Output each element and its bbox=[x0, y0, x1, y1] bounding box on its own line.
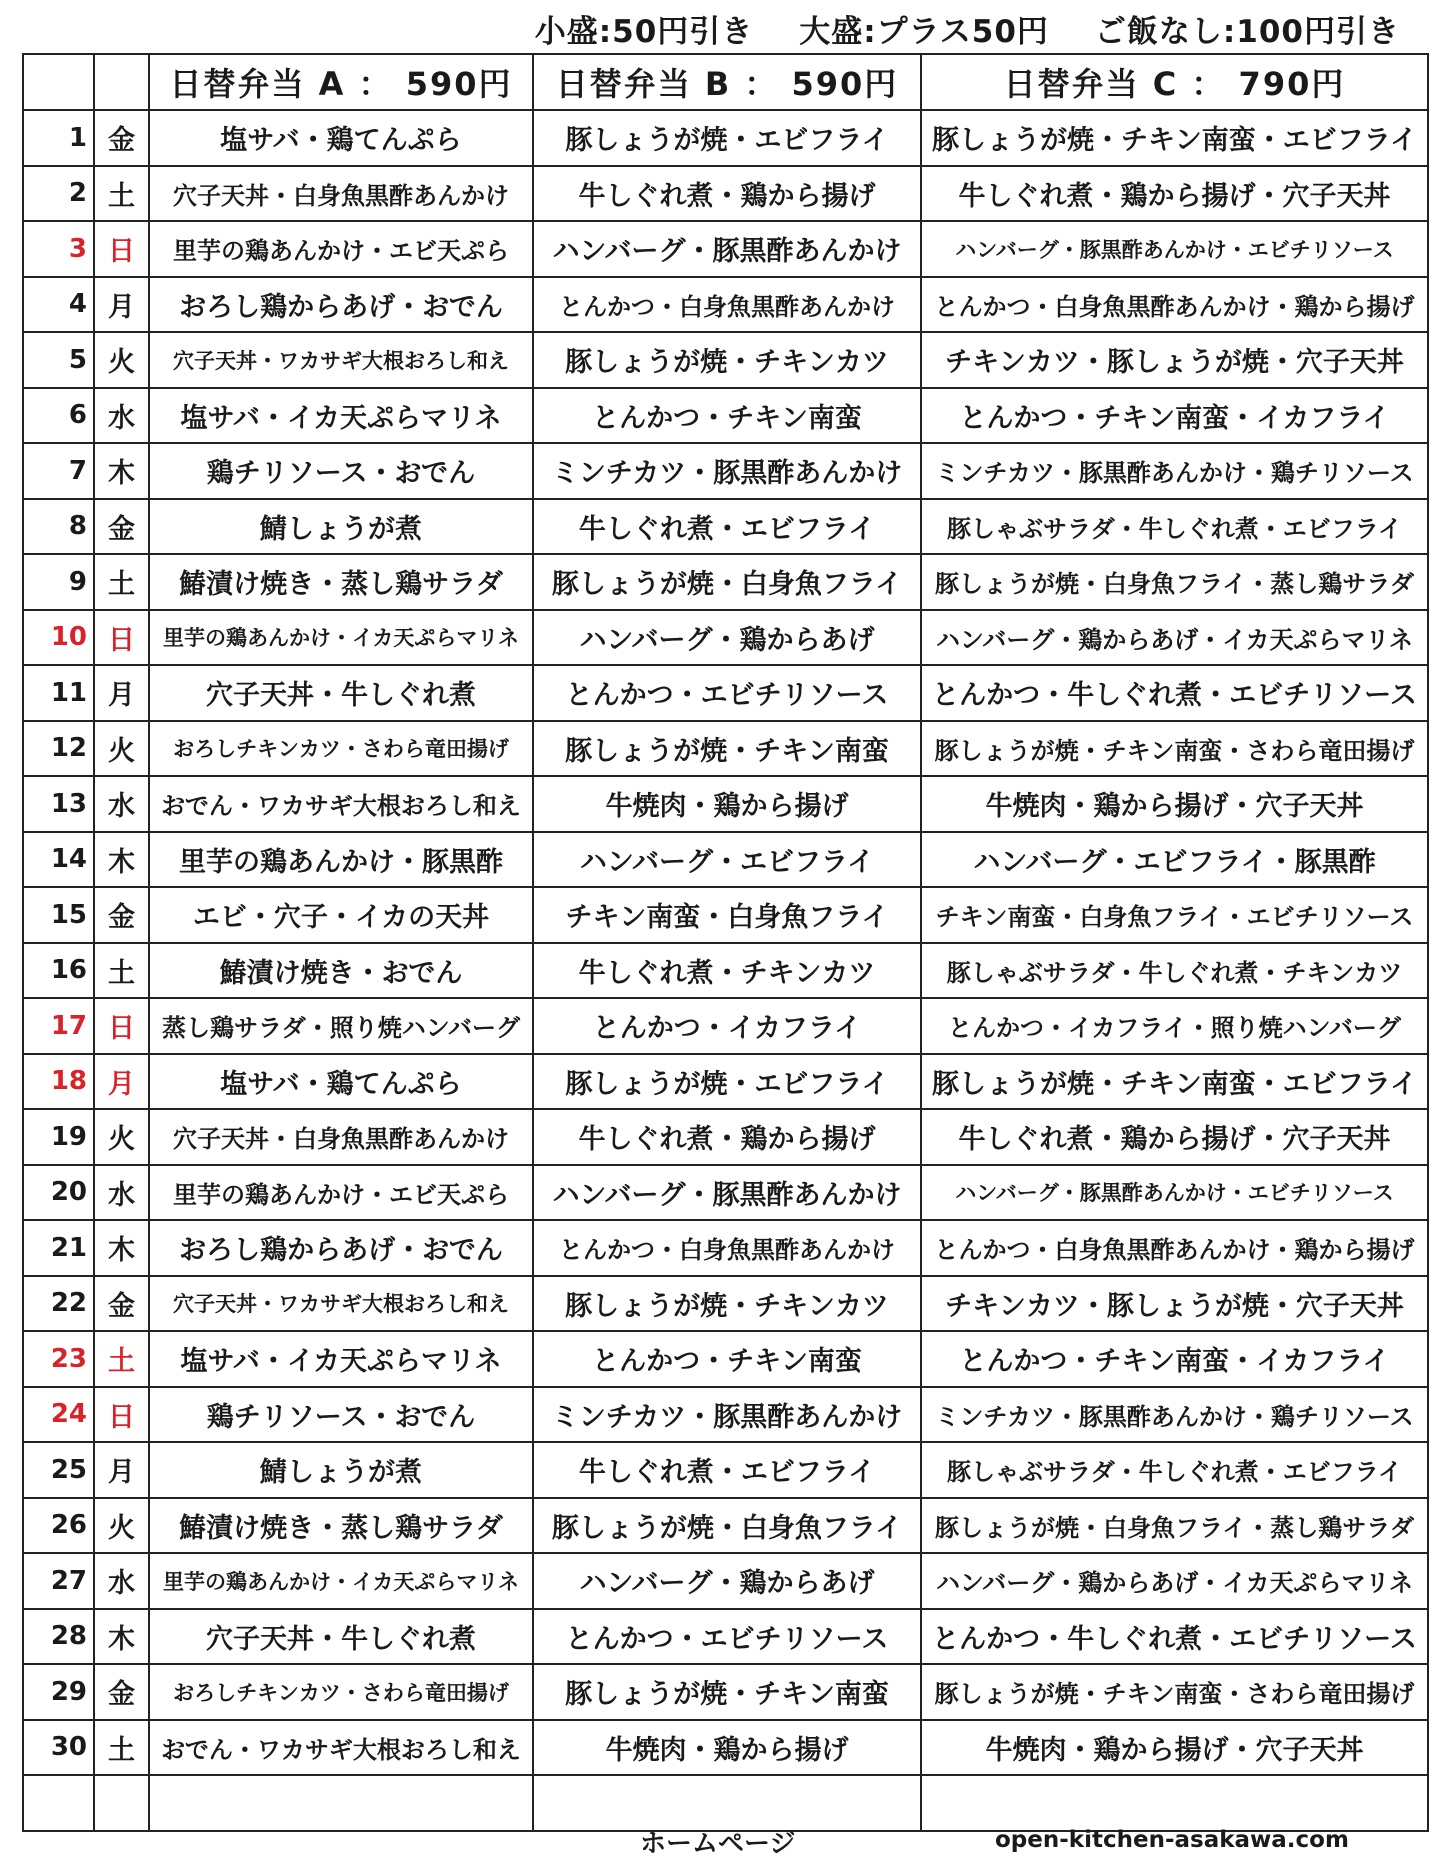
weekday: 金 bbox=[94, 499, 149, 555]
header-weekday bbox=[94, 54, 149, 110]
weekday: 木 bbox=[94, 443, 149, 499]
day-number: 10 bbox=[23, 610, 94, 666]
day-number: 4 bbox=[23, 277, 94, 333]
bento-a-dish: おでん・ワカサギ大根おろし和え bbox=[149, 1720, 533, 1776]
day-number: 20 bbox=[23, 1165, 94, 1221]
bento-b-dish: ハンバーグ・豚黒酢あんかけ bbox=[533, 221, 921, 277]
bento-b-dish: とんかつ・エビチリソース bbox=[533, 665, 921, 721]
table-row bbox=[23, 166, 1428, 222]
bento-a-dish: おろし鶏からあげ・おでん bbox=[149, 1220, 533, 1276]
weekday: 月 bbox=[94, 1054, 149, 1110]
weekday: 金 bbox=[94, 110, 149, 166]
day-number: 25 bbox=[23, 1442, 94, 1498]
day-number: 30 bbox=[23, 1720, 94, 1776]
bento-b-dish: 豚しょうが焼・チキン南蛮 bbox=[533, 1664, 921, 1720]
bento-a-dish: 里芋の鶏あんかけ・エビ天ぷら bbox=[149, 221, 533, 277]
table-row bbox=[23, 1387, 1428, 1443]
weekday: 月 bbox=[94, 277, 149, 333]
table-row bbox=[23, 1220, 1428, 1276]
bento-a-dish: 穴子天丼・牛しぐれ煮 bbox=[149, 1609, 533, 1665]
table-row bbox=[23, 221, 1428, 277]
homepage-url[interactable]: open-kitchen-asakawa.com bbox=[995, 1827, 1349, 1853]
bento-b-dish: とんかつ・チキン南蛮 bbox=[533, 388, 921, 444]
bento-a-dish: 穴子天丼・牛しぐれ煮 bbox=[149, 665, 533, 721]
bento-c-dish: とんかつ・牛しぐれ煮・エビチリソース bbox=[921, 1609, 1428, 1665]
weekday: 土 bbox=[94, 1720, 149, 1776]
day-number: 9 bbox=[23, 554, 94, 610]
weekday: 日 bbox=[94, 221, 149, 277]
bento-a-dish: 穴子天丼・ワカサギ大根おろし和え bbox=[149, 1276, 533, 1332]
bento-b-dish: とんかつ・白身魚黒酢あんかけ bbox=[533, 1220, 921, 1276]
table-row bbox=[23, 277, 1428, 333]
table-row bbox=[23, 1331, 1428, 1387]
bento-c-dish: ハンバーグ・豚黒酢あんかけ・エビチリソース bbox=[921, 221, 1428, 277]
bento-b-dish: チキン南蛮・白身魚フライ bbox=[533, 887, 921, 943]
empty-cell bbox=[149, 1775, 533, 1831]
bento-a-dish: 塩サバ・鶏てんぷら bbox=[149, 110, 533, 166]
day-number: 21 bbox=[23, 1220, 94, 1276]
daily-bento-menu-table bbox=[22, 53, 1429, 1832]
bento-b-dish: 豚しょうが焼・白身魚フライ bbox=[533, 554, 921, 610]
bento-c-dish: 牛焼肉・鶏から揚げ・穴子天丼 bbox=[921, 776, 1428, 832]
bento-b-dish: 牛焼肉・鶏から揚げ bbox=[533, 1720, 921, 1776]
table-row bbox=[23, 110, 1428, 166]
bento-a-dish: 塩サバ・イカ天ぷらマリネ bbox=[149, 388, 533, 444]
bento-c-dish: 牛焼肉・鶏から揚げ・穴子天丼 bbox=[921, 1720, 1428, 1776]
weekday: 土 bbox=[94, 166, 149, 222]
table-row bbox=[23, 1553, 1428, 1609]
weekday: 月 bbox=[94, 665, 149, 721]
header-bento-a: 日替弁当 A ： 590円 bbox=[149, 54, 533, 110]
table-row bbox=[23, 998, 1428, 1054]
table-row bbox=[23, 943, 1428, 999]
table-row bbox=[23, 554, 1428, 610]
table-row bbox=[23, 721, 1428, 777]
weekday: 木 bbox=[94, 1220, 149, 1276]
bento-b-dish: ハンバーグ・鶏からあげ bbox=[533, 1553, 921, 1609]
bento-a-dish: 鰆漬け焼き・蒸し鶏サラダ bbox=[149, 554, 533, 610]
bento-c-dish: チキンカツ・豚しょうが焼・穴子天丼 bbox=[921, 332, 1428, 388]
header-bento-b: 日替弁当 B ： 590円 bbox=[533, 54, 921, 110]
table-row bbox=[23, 1109, 1428, 1165]
day-number: 1 bbox=[23, 110, 94, 166]
table-row bbox=[23, 1720, 1428, 1776]
weekday: 火 bbox=[94, 1498, 149, 1554]
bento-b-dish: ミンチカツ・豚黒酢あんかけ bbox=[533, 443, 921, 499]
bento-b-dish: 牛しぐれ煮・鶏から揚げ bbox=[533, 1109, 921, 1165]
table-row bbox=[23, 1609, 1428, 1665]
bento-b-dish: 牛焼肉・鶏から揚げ bbox=[533, 776, 921, 832]
table-row bbox=[23, 1054, 1428, 1110]
bento-a-dish: 鯖しょうが煮 bbox=[149, 1442, 533, 1498]
day-number: 22 bbox=[23, 1276, 94, 1332]
bento-b-dish: 豚しょうが焼・白身魚フライ bbox=[533, 1498, 921, 1554]
table-row bbox=[23, 1442, 1428, 1498]
bento-c-dish: 豚しゃぶサラダ・牛しぐれ煮・エビフライ bbox=[921, 1442, 1428, 1498]
bento-c-dish: 豚しょうが焼・チキン南蛮・エビフライ bbox=[921, 110, 1428, 166]
table-row bbox=[23, 499, 1428, 555]
bento-b-dish: 牛しぐれ煮・鶏から揚げ bbox=[533, 166, 921, 222]
weekday: 土 bbox=[94, 943, 149, 999]
weekday: 日 bbox=[94, 1387, 149, 1443]
bento-c-dish: とんかつ・イカフライ・照り焼ハンバーグ bbox=[921, 998, 1428, 1054]
bento-a-dish: おろしチキンカツ・さわら竜田揚げ bbox=[149, 1664, 533, 1720]
weekday: 水 bbox=[94, 388, 149, 444]
bento-c-dish: 牛しぐれ煮・鶏から揚げ・穴子天丼 bbox=[921, 1109, 1428, 1165]
day-number: 15 bbox=[23, 887, 94, 943]
weekday: 木 bbox=[94, 832, 149, 888]
table-row bbox=[23, 1664, 1428, 1720]
weekday: 日 bbox=[94, 998, 149, 1054]
bento-a-dish: 穴子天丼・ワカサギ大根おろし和え bbox=[149, 332, 533, 388]
bento-b-dish: ハンバーグ・エビフライ bbox=[533, 832, 921, 888]
header-row bbox=[23, 54, 1428, 110]
day-number: 29 bbox=[23, 1664, 94, 1720]
day-number: 14 bbox=[23, 832, 94, 888]
day-number: 6 bbox=[23, 388, 94, 444]
bento-b-dish: ハンバーグ・豚黒酢あんかけ bbox=[533, 1165, 921, 1221]
day-number: 16 bbox=[23, 943, 94, 999]
bento-a-dish: 鯖しょうが煮 bbox=[149, 499, 533, 555]
bento-a-dish: 穴子天丼・白身魚黒酢あんかけ bbox=[149, 166, 533, 222]
bento-b-dish: ハンバーグ・鶏からあげ bbox=[533, 610, 921, 666]
table-row bbox=[23, 1276, 1428, 1332]
empty-cell bbox=[921, 1775, 1428, 1831]
bento-a-dish: 里芋の鶏あんかけ・豚黒酢 bbox=[149, 832, 533, 888]
bento-c-dish: ミンチカツ・豚黒酢あんかけ・鶏チリソース bbox=[921, 443, 1428, 499]
menu-body bbox=[23, 110, 1428, 1831]
bento-b-dish: 豚しょうが焼・チキン南蛮 bbox=[533, 721, 921, 777]
day-number: 18 bbox=[23, 1054, 94, 1110]
bento-a-dish: 塩サバ・イカ天ぷらマリネ bbox=[149, 1331, 533, 1387]
day-number: 19 bbox=[23, 1109, 94, 1165]
day-number: 17 bbox=[23, 998, 94, 1054]
bento-c-dish: とんかつ・白身魚黒酢あんかけ・鶏から揚げ bbox=[921, 1220, 1428, 1276]
bento-b-dish: 豚しょうが焼・チキンカツ bbox=[533, 1276, 921, 1332]
bento-b-dish: 豚しょうが焼・エビフライ bbox=[533, 110, 921, 166]
weekday: 金 bbox=[94, 1664, 149, 1720]
bento-a-dish: おろしチキンカツ・さわら竜田揚げ bbox=[149, 721, 533, 777]
day-number: 12 bbox=[23, 721, 94, 777]
weekday: 土 bbox=[94, 554, 149, 610]
table-row bbox=[23, 443, 1428, 499]
day-number: 11 bbox=[23, 665, 94, 721]
table-row bbox=[23, 610, 1428, 666]
bento-b-dish: とんかつ・チキン南蛮 bbox=[533, 1331, 921, 1387]
table-row bbox=[23, 1498, 1428, 1554]
bento-c-dish: 豚しょうが焼・チキン南蛮・エビフライ bbox=[921, 1054, 1428, 1110]
weekday: 火 bbox=[94, 721, 149, 777]
bento-a-dish: エビ・穴子・イカの天丼 bbox=[149, 887, 533, 943]
bento-c-dish: 豚しょうが焼・チキン南蛮・さわら竜田揚げ bbox=[921, 721, 1428, 777]
bento-c-dish: 豚しゃぶサラダ・牛しぐれ煮・エビフライ bbox=[921, 499, 1428, 555]
day-number: 7 bbox=[23, 443, 94, 499]
table-row bbox=[23, 665, 1428, 721]
table-row bbox=[23, 1165, 1428, 1221]
weekday: 水 bbox=[94, 776, 149, 832]
table-row bbox=[23, 887, 1428, 943]
weekday: 水 bbox=[94, 1165, 149, 1221]
bento-c-dish: とんかつ・白身魚黒酢あんかけ・鶏から揚げ bbox=[921, 277, 1428, 333]
bento-b-dish: とんかつ・イカフライ bbox=[533, 998, 921, 1054]
bento-c-dish: とんかつ・チキン南蛮・イカフライ bbox=[921, 388, 1428, 444]
bento-c-dish: ハンバーグ・豚黒酢あんかけ・エビチリソース bbox=[921, 1165, 1428, 1221]
homepage-label: ホームページ bbox=[640, 1829, 796, 1859]
bento-a-dish: おろし鶏からあげ・おでん bbox=[149, 277, 533, 333]
day-number: 23 bbox=[23, 1331, 94, 1387]
bento-b-dish: 牛しぐれ煮・エビフライ bbox=[533, 1442, 921, 1498]
day-number: 28 bbox=[23, 1609, 94, 1665]
empty-cell bbox=[23, 1775, 94, 1831]
note-large-portion: 大盛:プラス50円 bbox=[799, 14, 1049, 50]
day-number: 2 bbox=[23, 166, 94, 222]
bento-c-dish: とんかつ・牛しぐれ煮・エビチリソース bbox=[921, 665, 1428, 721]
day-number: 27 bbox=[23, 1553, 94, 1609]
weekday: 日 bbox=[94, 610, 149, 666]
bento-c-dish: 豚しゃぶサラダ・牛しぐれ煮・チキンカツ bbox=[921, 943, 1428, 999]
day-number: 26 bbox=[23, 1498, 94, 1554]
weekday: 月 bbox=[94, 1442, 149, 1498]
table-row bbox=[23, 332, 1428, 388]
weekday: 水 bbox=[94, 1553, 149, 1609]
day-number: 24 bbox=[23, 1387, 94, 1443]
empty-cell bbox=[94, 1775, 149, 1831]
bento-c-dish: ミンチカツ・豚黒酢あんかけ・鶏チリソース bbox=[921, 1387, 1428, 1443]
bento-c-dish: チキンカツ・豚しょうが焼・穴子天丼 bbox=[921, 1276, 1428, 1332]
bento-a-dish: 鰆漬け焼き・おでん bbox=[149, 943, 533, 999]
bento-a-dish: 鶏チリソース・おでん bbox=[149, 1387, 533, 1443]
header-bento-c: 日替弁当 C ： 790円 bbox=[921, 54, 1428, 110]
day-number: 5 bbox=[23, 332, 94, 388]
table-row bbox=[23, 832, 1428, 888]
weekday: 土 bbox=[94, 1331, 149, 1387]
portion-notes bbox=[0, 6, 1400, 50]
day-number: 8 bbox=[23, 499, 94, 555]
bento-b-dish: 豚しょうが焼・チキンカツ bbox=[533, 332, 921, 388]
bento-b-dish: とんかつ・エビチリソース bbox=[533, 1609, 921, 1665]
bento-a-dish: 里芋の鶏あんかけ・イカ天ぷらマリネ bbox=[149, 1553, 533, 1609]
bento-b-dish: 牛しぐれ煮・エビフライ bbox=[533, 499, 921, 555]
bento-b-dish: 豚しょうが焼・エビフライ bbox=[533, 1054, 921, 1110]
bento-b-dish: ミンチカツ・豚黒酢あんかけ bbox=[533, 1387, 921, 1443]
day-number: 3 bbox=[23, 221, 94, 277]
table-row bbox=[23, 388, 1428, 444]
bento-b-dish: 牛しぐれ煮・チキンカツ bbox=[533, 943, 921, 999]
note-no-rice: ご飯なし:100円引き bbox=[1094, 14, 1400, 50]
bento-a-dish: 里芋の鶏あんかけ・エビ天ぷら bbox=[149, 1165, 533, 1221]
bento-c-dish: 牛しぐれ煮・鶏から揚げ・穴子天丼 bbox=[921, 166, 1428, 222]
bento-a-dish: 穴子天丼・白身魚黒酢あんかけ bbox=[149, 1109, 533, 1165]
bento-c-dish: チキン南蛮・白身魚フライ・エビチリソース bbox=[921, 887, 1428, 943]
weekday: 金 bbox=[94, 1276, 149, 1332]
bento-a-dish: 塩サバ・鶏てんぷら bbox=[149, 1054, 533, 1110]
bento-a-dish: おでん・ワカサギ大根おろし和え bbox=[149, 776, 533, 832]
table-row bbox=[23, 776, 1428, 832]
bento-c-dish: 豚しょうが焼・白身魚フライ・蒸し鶏サラダ bbox=[921, 1498, 1428, 1554]
weekday: 金 bbox=[94, 887, 149, 943]
bento-c-dish: ハンバーグ・エビフライ・豚黒酢 bbox=[921, 832, 1428, 888]
bento-c-dish: ハンバーグ・鶏からあげ・イカ天ぷらマリネ bbox=[921, 610, 1428, 666]
bento-c-dish: とんかつ・チキン南蛮・イカフライ bbox=[921, 1331, 1428, 1387]
bento-c-dish: ハンバーグ・鶏からあげ・イカ天ぷらマリネ bbox=[921, 1553, 1428, 1609]
weekday: 火 bbox=[94, 332, 149, 388]
note-small-portion: 小盛:50円引き bbox=[534, 14, 754, 50]
weekday: 火 bbox=[94, 1109, 149, 1165]
header-day bbox=[23, 54, 94, 110]
bento-a-dish: 鰆漬け焼き・蒸し鶏サラダ bbox=[149, 1498, 533, 1554]
bento-a-dish: 蒸し鶏サラダ・照り焼ハンバーグ bbox=[149, 998, 533, 1054]
weekday: 木 bbox=[94, 1609, 149, 1665]
bento-a-dish: 鶏チリソース・おでん bbox=[149, 443, 533, 499]
bento-c-dish: 豚しょうが焼・白身魚フライ・蒸し鶏サラダ bbox=[921, 554, 1428, 610]
bento-c-dish: 豚しょうが焼・チキン南蛮・さわら竜田揚げ bbox=[921, 1664, 1428, 1720]
bento-b-dish: とんかつ・白身魚黒酢あんかけ bbox=[533, 277, 921, 333]
bento-a-dish: 里芋の鶏あんかけ・イカ天ぷらマリネ bbox=[149, 610, 533, 666]
day-number: 13 bbox=[23, 776, 94, 832]
